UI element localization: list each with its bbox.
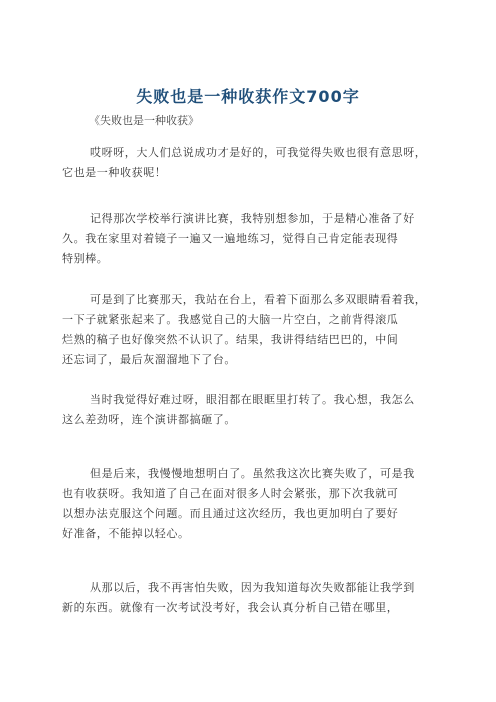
paragraph-line: 从那以后，我不再害怕失败，因为我知道每次失败都能让我学到 bbox=[90, 581, 415, 594]
paragraph-line: 以想办法克服这个问题。而且通过这次经历，我也更加明白了要好 bbox=[62, 507, 399, 520]
paragraph-line: 可是到了比赛那天，我站在台上，看着下面那么多双眼睛看着我， bbox=[90, 293, 427, 306]
paragraph bbox=[62, 143, 442, 183]
paragraph bbox=[62, 390, 442, 430]
paragraph-line: 它也是一种收获呢！ bbox=[62, 166, 167, 179]
paragraph bbox=[62, 578, 442, 618]
paragraph-line: 一下子就紧张起来了。我感觉自己的大脑一片空白，之前背得滚瓜 bbox=[62, 313, 399, 326]
page-title: 失败也是一种收获作文700字 bbox=[136, 87, 360, 106]
paragraph bbox=[62, 290, 442, 370]
paragraph-line: 新的东西。就像有一次考试没考好，我会认真分析自己错在哪里， bbox=[62, 601, 399, 614]
paragraph-line: 还忘词了，最后灰溜溜地下了台。 bbox=[62, 353, 236, 366]
subtitle: 《失败也是一种收获》 bbox=[89, 114, 199, 127]
paragraph bbox=[62, 209, 442, 269]
paragraph-line: 好准备，不能掉以轻心。 bbox=[62, 527, 190, 540]
paragraph-line: 哎呀呀，大人们总说成功才是好的，可我觉得失败也很有意思呀， bbox=[90, 146, 427, 159]
paragraph-line: 特别棒。 bbox=[62, 252, 109, 265]
paragraph-line: 但是后来，我慢慢地想明白了。虽然我这次比赛失败了，可是我 bbox=[90, 467, 415, 480]
paragraph bbox=[62, 464, 442, 544]
paragraph-line: 记得那次学校举行演讲比赛，我特别想参加，于是精心准备了好 bbox=[90, 212, 415, 225]
paragraph-line: 也有收获呀。我知道了自己在面对很多人时会紧张，那下次我就可 bbox=[62, 487, 399, 500]
paragraph-line: 当时我觉得好难过呀，眼泪都在眼眶里打转了。我心想，我怎么 bbox=[90, 393, 415, 406]
paragraph-line: 这么差劲呀，连个演讲都搞砸了。 bbox=[62, 413, 236, 426]
paragraph-line: 久。我在家里对着镜子一遍又一遍地练习，觉得自己肯定能表现得 bbox=[62, 232, 399, 245]
paragraph-line: 烂熟的稿子也好像突然不认识了。结果，我讲得结结巴巴的，中间 bbox=[62, 333, 399, 346]
